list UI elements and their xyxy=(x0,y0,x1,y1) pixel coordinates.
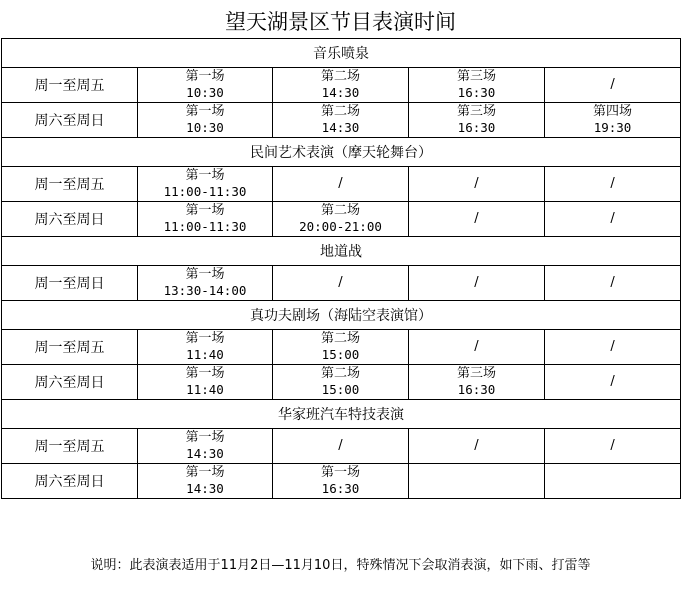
show-slot-cell xyxy=(545,429,681,464)
show-slot-cell xyxy=(409,68,545,103)
show-name: 第二场 xyxy=(320,331,360,346)
show-time: 11:00-11:30 xyxy=(163,219,247,234)
show-slot-cell xyxy=(409,266,545,301)
schedule-table xyxy=(1,38,681,499)
schedule-row xyxy=(2,68,681,103)
show-slot-cell xyxy=(545,464,681,499)
show-name: 第三场 xyxy=(456,366,496,381)
show-time: 16:30 xyxy=(457,85,496,100)
show-time: 19:30 xyxy=(593,120,632,135)
schedule-row xyxy=(2,202,681,237)
show-name: 第一场 xyxy=(185,465,225,480)
schedule-row xyxy=(2,365,681,400)
schedule-row xyxy=(2,167,681,202)
no-show-mark: / xyxy=(474,176,479,191)
no-show-mark: / xyxy=(610,176,615,191)
show-slot-cell xyxy=(409,103,545,138)
show-slot-cell xyxy=(138,202,273,237)
show-name: 第一场 xyxy=(185,203,225,218)
show-slot-cell xyxy=(138,464,273,499)
no-show-mark: / xyxy=(610,339,615,354)
show-name: 第四场 xyxy=(593,104,633,119)
schedule-body xyxy=(2,39,681,499)
show-time: 11:40 xyxy=(186,382,224,397)
section-header-row xyxy=(2,138,681,167)
day-range-cell: 周六至周日 xyxy=(2,365,138,400)
show-name: 第一场 xyxy=(185,366,225,381)
no-show-mark: / xyxy=(474,438,479,453)
show-name: 第一场 xyxy=(185,104,225,119)
show-slot-cell xyxy=(273,68,409,103)
show-name: 第一场 xyxy=(185,331,225,346)
show-slot-cell xyxy=(545,202,681,237)
section-header-row xyxy=(2,400,681,429)
show-name: 第一场 xyxy=(185,69,225,84)
show-name: 第二场 xyxy=(320,366,360,381)
footnote: 说明：此表演表适用于11月2日—11月10日，特殊情况下会取消表演，如下雨、打雷等 xyxy=(90,558,591,573)
no-show-mark: / xyxy=(338,438,343,453)
show-time: 13:30-14:00 xyxy=(163,283,247,298)
show-slot-cell xyxy=(273,365,409,400)
show-slot-cell xyxy=(138,68,273,103)
show-name: 第一场 xyxy=(185,430,225,445)
show-time: 10:30 xyxy=(186,120,224,135)
no-show-mark: / xyxy=(610,275,615,290)
show-time: 20:00-21:00 xyxy=(299,219,382,234)
day-range-cell: 周六至周日 xyxy=(2,103,138,138)
show-name: 第一场 xyxy=(320,465,360,480)
page-title: 望天湖景区节目表演时间 xyxy=(225,10,456,34)
no-show-mark: / xyxy=(338,176,343,191)
no-show-mark: / xyxy=(338,275,343,290)
schedule-row xyxy=(2,103,681,138)
show-time: 16:30 xyxy=(457,120,496,135)
show-time: 14:30 xyxy=(321,85,360,100)
show-name: 第三场 xyxy=(456,104,496,119)
show-time: 16:30 xyxy=(457,382,496,397)
schedule-row xyxy=(2,266,681,301)
no-show-mark: / xyxy=(610,211,615,226)
section-header-row xyxy=(2,237,681,266)
schedule-row xyxy=(2,429,681,464)
day-range-cell: 周一至周五 xyxy=(2,330,138,365)
no-show-mark: / xyxy=(474,211,479,226)
show-slot-cell xyxy=(545,330,681,365)
section-header-row xyxy=(2,301,681,330)
section-title: 地道战 xyxy=(2,237,681,266)
no-show-mark: / xyxy=(610,374,615,389)
show-time: 14:30 xyxy=(186,481,224,496)
show-slot-cell xyxy=(273,429,409,464)
show-slot-cell xyxy=(409,202,545,237)
section-title: 华家班汽车特技表演 xyxy=(2,400,681,429)
section-header-row xyxy=(2,39,681,68)
show-slot-cell xyxy=(273,202,409,237)
show-slot-cell xyxy=(138,330,273,365)
show-time: 16:30 xyxy=(321,481,360,496)
show-slot-cell xyxy=(545,103,681,138)
show-name: 第二场 xyxy=(320,203,360,218)
show-time: 11:00-11:30 xyxy=(163,184,247,199)
show-name: 第一场 xyxy=(185,168,225,183)
section-title: 音乐喷泉 xyxy=(2,39,681,68)
show-slot-cell xyxy=(545,365,681,400)
show-slot-cell xyxy=(409,330,545,365)
show-slot-cell xyxy=(138,365,273,400)
show-slot-cell xyxy=(138,429,273,464)
show-name: 第一场 xyxy=(185,267,225,282)
day-range-cell: 周一至周五 xyxy=(2,429,138,464)
show-slot-cell xyxy=(545,167,681,202)
no-show-mark: / xyxy=(610,77,615,92)
show-slot-cell xyxy=(409,464,545,499)
show-slot-cell xyxy=(273,266,409,301)
show-time: 11:40 xyxy=(186,347,224,362)
show-time: 14:30 xyxy=(186,446,224,461)
show-slot-cell xyxy=(545,68,681,103)
day-range-cell: 周一至周五 xyxy=(2,68,138,103)
show-slot-cell xyxy=(138,167,273,202)
show-slot-cell xyxy=(545,266,681,301)
no-show-mark: / xyxy=(474,275,479,290)
day-range-cell: 周六至周日 xyxy=(2,202,138,237)
show-time: 14:30 xyxy=(321,120,360,135)
schedule-row xyxy=(2,330,681,365)
day-range-cell: 周一至周五 xyxy=(2,167,138,202)
show-name: 第二场 xyxy=(320,104,360,119)
day-range-cell: 周一至周日 xyxy=(2,266,138,301)
section-title: 民间艺术表演（摩天轮舞台） xyxy=(2,138,681,167)
show-time: 15:00 xyxy=(321,347,360,362)
day-range-cell: 周六至周日 xyxy=(2,464,138,499)
schedule-row xyxy=(2,464,681,499)
show-slot-cell xyxy=(273,167,409,202)
no-show-mark: / xyxy=(610,438,615,453)
show-slot-cell xyxy=(409,167,545,202)
show-slot-cell xyxy=(273,330,409,365)
show-name: 第二场 xyxy=(320,69,360,84)
show-slot-cell xyxy=(409,365,545,400)
show-time: 15:00 xyxy=(321,382,360,397)
show-name: 第三场 xyxy=(456,69,496,84)
no-show-mark: / xyxy=(474,339,479,354)
section-title: 真功夫剧场（海陆空表演馆） xyxy=(2,301,681,330)
show-slot-cell xyxy=(409,429,545,464)
show-slot-cell xyxy=(273,464,409,499)
show-slot-cell xyxy=(138,103,273,138)
show-time: 10:30 xyxy=(186,85,224,100)
show-slot-cell xyxy=(138,266,273,301)
show-slot-cell xyxy=(273,103,409,138)
